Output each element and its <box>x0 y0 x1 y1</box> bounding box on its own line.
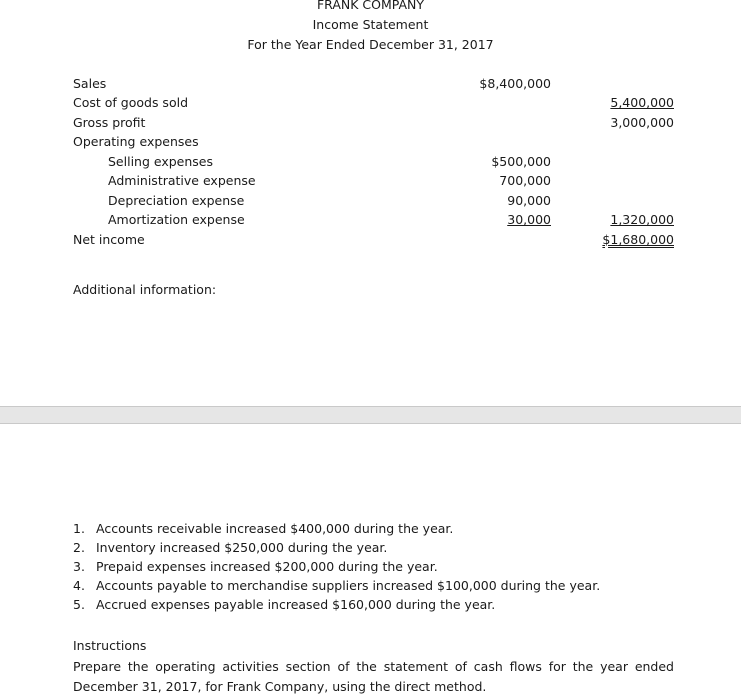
gross-profit-label: Gross profit <box>73 115 146 130</box>
amortization-expense-amount: 30,000 <box>507 212 551 227</box>
list-item <box>73 557 600 576</box>
gross-profit-amount: 3,000,000 <box>610 115 674 130</box>
sales-label: Sales <box>73 76 107 91</box>
list-item-number: 1. <box>73 521 85 536</box>
net-income-amount: $1,680,000 <box>602 232 674 247</box>
list-item <box>73 519 600 538</box>
net-income-label: Net income <box>73 232 145 247</box>
list-item-text: Prepaid expenses increased $200,000 during the year. <box>96 559 438 574</box>
operating-expenses-label: Operating expenses <box>73 134 199 149</box>
instructions-body: Prepare the operating activities section of the statement of cash flows for the year ended December 31, 2017, for Frank Company, using the direct method. <box>73 659 674 694</box>
instructions-title: Instructions <box>73 638 147 653</box>
section-divider <box>0 406 741 424</box>
list-item <box>73 538 600 557</box>
list-item-number: 3. <box>73 559 85 574</box>
list-item-text: Accounts payable to merchandise suppliers increased $100,000 during the year. <box>96 578 601 593</box>
list-item-number: 5. <box>73 597 85 612</box>
additional-info-list <box>73 519 600 614</box>
list-item-number: 2. <box>73 540 85 555</box>
selling-expenses-amount: $500,000 <box>491 154 551 169</box>
operating-expenses-total: 1,320,000 <box>610 212 674 227</box>
list-item-text: Inventory increased $250,000 during the year. <box>96 540 388 555</box>
cogs-label: Cost of goods sold <box>73 95 189 110</box>
list-item-text: Accounts receivable increased $400,000 during the year. <box>96 521 454 536</box>
statement-period: For the Year Ended December 31, 2017 <box>247 37 494 52</box>
amortization-expense-label: Amortization expense <box>108 212 245 227</box>
sales-amount: $8,400,000 <box>479 76 551 91</box>
cogs-amount: 5,400,000 <box>610 95 674 110</box>
list-item <box>73 576 600 595</box>
depreciation-expense-amount: 90,000 <box>507 193 551 208</box>
list-item-number: 4. <box>73 578 85 593</box>
depreciation-expense-label: Depreciation expense <box>108 193 245 208</box>
administrative-expense-label: Administrative expense <box>108 173 256 188</box>
additional-info-label: Additional information: <box>73 282 217 297</box>
list-item-text: Accrued expenses payable increased $160,000 during the year. <box>96 597 496 612</box>
company-name: FRANK COMPANY <box>316 0 425 12</box>
statement-title: Income Statement <box>312 17 429 32</box>
administrative-expense-amount: 700,000 <box>499 173 551 188</box>
list-item <box>73 595 600 614</box>
selling-expenses-label: Selling expenses <box>108 154 214 169</box>
